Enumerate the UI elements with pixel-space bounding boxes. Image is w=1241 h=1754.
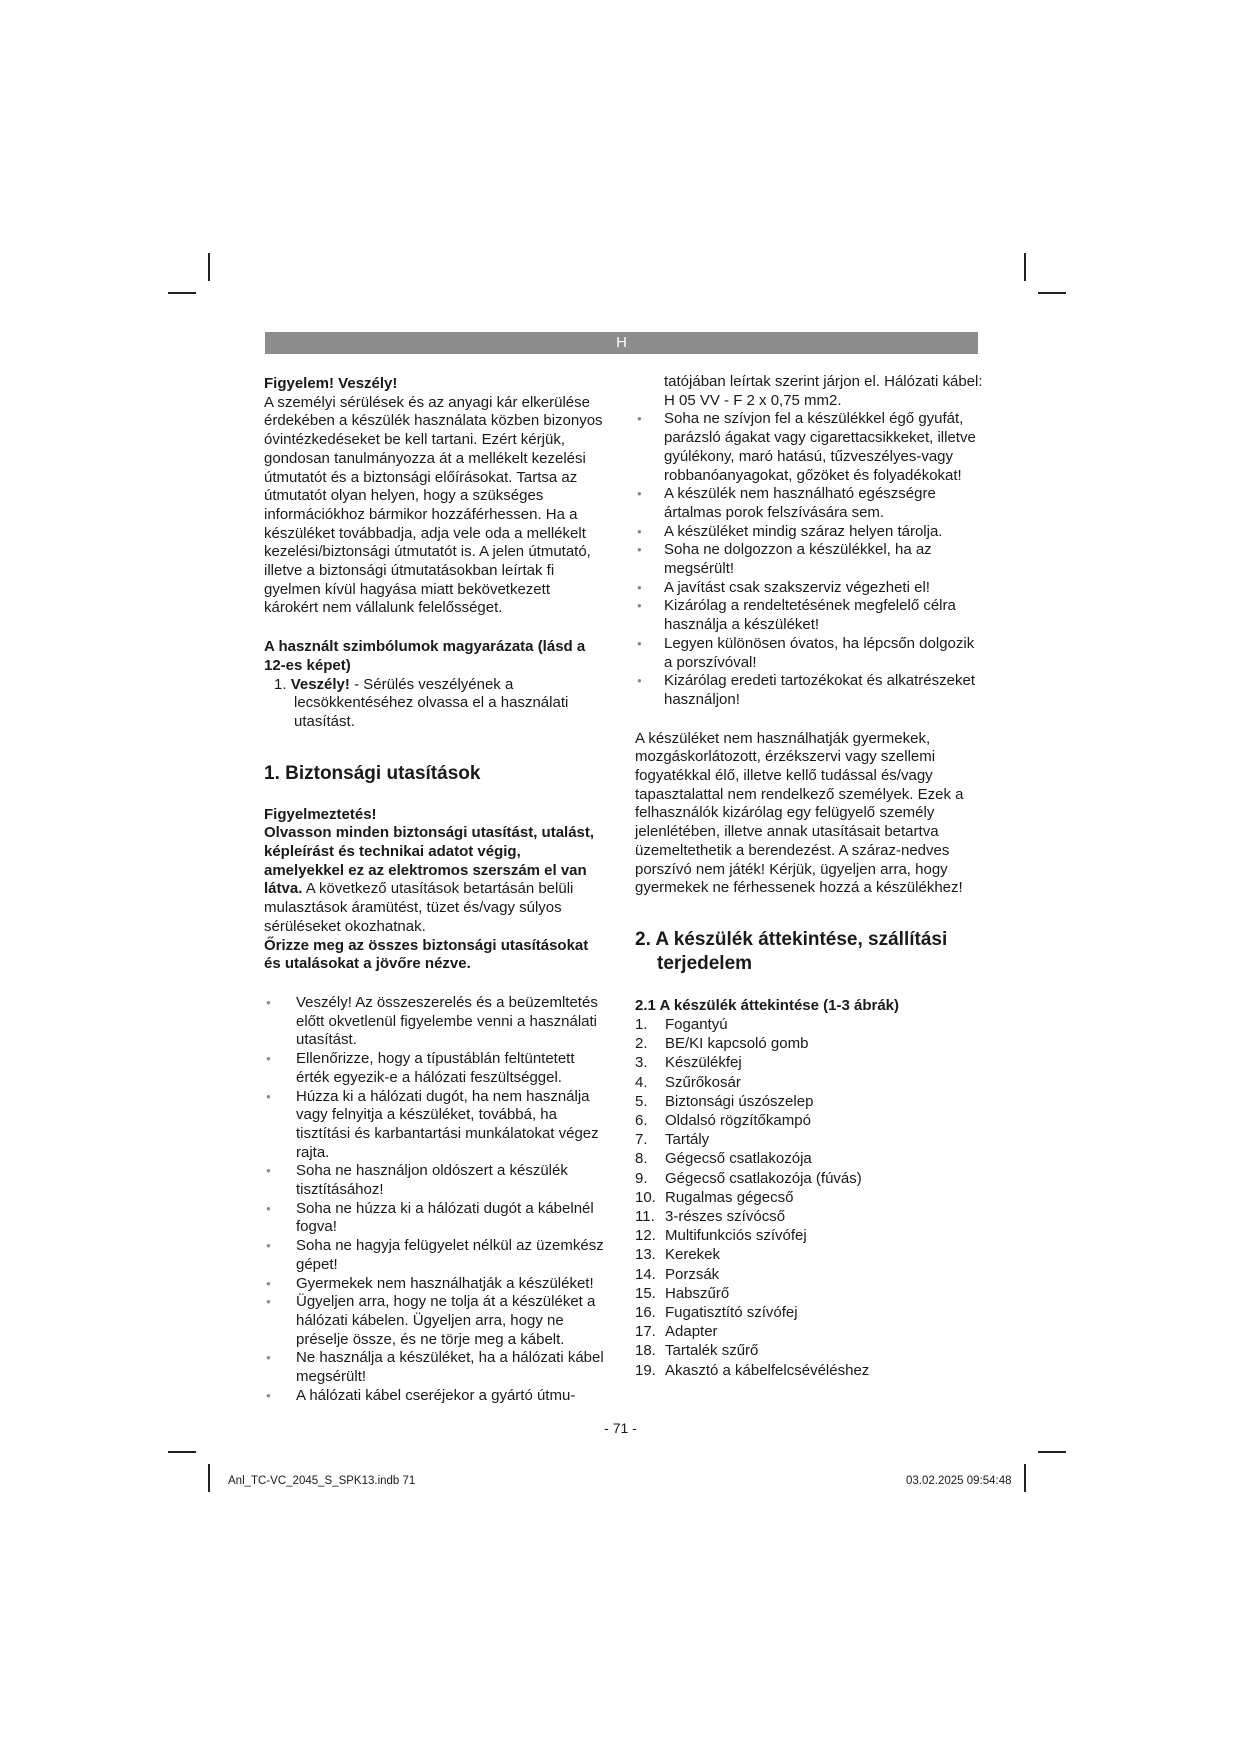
crop-mark-bottom-left-vertical <box>208 1464 210 1492</box>
section-2-title: 2. A készülék áttekintése, szállítási terjedelem <box>635 928 948 974</box>
list-item: ● Soha ne szívjon fel a készülékkel égő gyufát, parázsló ágakat vagy cigarettacsikkeket, illetve gyúlékony, maró hatású, tűzveszélyes-vagy robbanóanyagokat, gőzöket és folyadékokat! <box>635 410 985 485</box>
list-item: 17. Adapter <box>635 1323 718 1341</box>
footer-filename: Anl_TC-VC_2045_S_SPK13.indb 71 <box>228 1475 416 1487</box>
list-item: ● Veszély! Az összeszerelés és a beüzemltetés előtt okvetlenül figyelembe venni a használati utasítást. <box>264 994 604 1050</box>
left-column <box>264 375 604 1405</box>
warning-title: Figyelem! Veszély! <box>264 375 398 392</box>
right-column <box>635 373 985 1380</box>
caution-title: Figyelmeztetés! <box>264 805 377 823</box>
list-item: ● Soha ne hagyja felügyelet nélkül az üzemkész gépet! <box>264 1237 604 1274</box>
list-item: ● A készüléket mindig száraz helyen tárolja. <box>635 523 985 542</box>
list-item: 2. BE/KI kapcsoló gomb <box>635 1035 809 1053</box>
language-header-bar: H <box>265 332 978 354</box>
list-item: ● Soha ne húzza ki a hálózati dugót a kábelnél fogva! <box>264 1200 604 1237</box>
list-item: ● A javítást csak szakszerviz végezheti el! <box>635 579 985 598</box>
list-item: 6. Oldalsó rögzítőkampó <box>635 1112 811 1129</box>
crop-mark-top-left-vertical <box>208 253 210 281</box>
list-item: 16. Fugatisztító szívófej <box>635 1304 798 1322</box>
crop-mark-bottom-right-horizontal <box>1038 1451 1066 1453</box>
caution-body <box>264 824 604 936</box>
section-2-1-title: 2.1 A készülék áttekintése (1-3 ábrák) <box>635 996 900 1014</box>
list-item: ● Soha ne dolgozzon a készülékkel, ha az megsérült! <box>635 541 985 578</box>
caution-bold: Olvasson minden biztonsági utasítást, utalást, képleírást és technikai adatot végig, amelyekkel ez az elektromos szerszám el van látva. <box>264 824 595 898</box>
parts-list <box>635 1015 985 1380</box>
safety-bullet-list <box>264 994 604 1405</box>
list-item: 5. Biztonsági úszószelep <box>635 1092 814 1110</box>
list-item: ● Húzza ki a hálózati dugót, ha nem használja vagy felnyitja a készüléket, továbbá, ha tisztítási és karbantartási munkálatokat végez rajta. <box>264 1088 604 1163</box>
page-number: - 71 - <box>604 1420 637 1436</box>
list-item: ● Kizárólag eredeti tartozékokat és alkatrészeket használjon! <box>635 672 985 709</box>
list-item: ● Gyermekek nem használhatják a készüléket! <box>264 1275 604 1294</box>
symbol-item-text: - Sérülés veszélyének a lecsökkentéséhez olvassa el a használati utasítást. <box>294 675 569 730</box>
list-item: 15. Habszűrő <box>635 1284 730 1302</box>
list-item: 13. Kerekek <box>635 1246 721 1264</box>
list-item: ● Legyen különösen óvatos, ha lépcsőn dolgozik a porszívóval! <box>635 635 985 672</box>
caution-text: A következő utasítások betartásán belüli mulasztások áramütést, tüzet és/vagy súlyos sérüléseket okozhatnak. <box>264 880 574 935</box>
children-paragraph: A készüléket nem használhatják gyermekek, mozgáskorlátozott, érzékszervi vagy szellemi fogyatékkal élő, illetve kellő tudással és/vagy tapasztalattal nem rendelkező személyek. Ezek a felhasználók kizárólag egy felügyelő személy jelenlétében, illetve annak utasításait betartva üzemeltethetik a berendezést. A száraz-nedves porszívó nem játék! Kérjük, ügyeljen arra, hogy gyermekek ne férhessenek hozzá a készülékhez! <box>635 729 964 897</box>
crop-mark-bottom-right-vertical <box>1024 1464 1026 1492</box>
section-1-title: 1. Biztonsági utasítások <box>264 762 481 784</box>
crop-mark-top-right-horizontal <box>1038 292 1066 294</box>
list-item: 8. Gégecső csatlakozója <box>635 1150 812 1168</box>
list-item: 11. 3-részes szívócső <box>635 1208 786 1226</box>
crop-mark-bottom-left-horizontal <box>168 1451 196 1453</box>
symbol-item <box>264 676 604 732</box>
list-item: ● A készülék nem használható egészségre ártalmas porok felszívására sem. <box>635 485 985 522</box>
crop-mark-top-right-vertical <box>1024 253 1026 281</box>
list-item: 4. Szűrőkosár <box>635 1073 741 1091</box>
symbol-item-number: 1. <box>274 675 287 693</box>
list-item: 12. Multifunkciós szívófej <box>635 1227 807 1245</box>
list-item: 7. Tartály <box>635 1131 710 1149</box>
list-item: ● Ellenőrizze, hogy a típustáblán feltüntetett érték egyezik-e a hálózati feszültséggel. <box>264 1050 604 1087</box>
list-item: ● Ügyeljen arra, hogy ne tolja át a készüléket a hálózati kábelen. Ügyeljen arra, hogy ne préselje össze, és ne törje meg a kábelt. <box>264 1293 604 1349</box>
list-item: 18. Tartalék szűrő <box>635 1342 759 1360</box>
symbol-item-bold: Veszély! <box>290 675 350 693</box>
caution-keep: Őrizze meg az összes biztonsági utasításokat és utalásokat a jövőre nézve. <box>264 936 589 973</box>
list-item: 9. Gégecső csatlakozója (fúvás) <box>635 1169 862 1187</box>
continuation-text: tatójában leírtak szerint járjon el. Hálózati kábel: H 05 VV - F 2 x 0,75 mm2. <box>664 373 983 409</box>
list-item: 1. Fogantyú <box>635 1015 728 1033</box>
list-item: 3. Készülékfej <box>635 1054 742 1072</box>
warning-body: A személyi sérülések és az anyagi kár elkerülése érdekében a készülék használata közben bizonyos óvintézkedéseket be kell tartani. Ezért kérjük, gondosan tanulmányozza át a mellékelt kezelési útmutatót és a biztonsági előírásokat. Tartsa az útmutatót olyan helyen, hogy a szükséges információkhoz bármikor hozzáférhessen. Ha a készüléket továbbadja, adja vele oda a mellékelt kezelési/biztonsági útmutatót is. A jelen útmutató, illetve a biztonsági útmutatásokban leírtak fi gyelmen kívül hagyása miatt bekövetkezett károkért nem vállalunk felelősséget. <box>264 393 603 617</box>
list-item: ● Ne használja a készüléket, ha a hálózati kábel megsérült! <box>264 1349 604 1386</box>
list-item: 10. Rugalmas gégecső <box>635 1188 794 1206</box>
list-item: ● Kizárólag a rendeltetésének megfelelő célra használja a készüléket! <box>635 597 985 634</box>
list-item: ● Soha ne használjon oldószert a készülék tisztításához! <box>264 1162 604 1199</box>
footer-timestamp: 03.02.2025 09:54:48 <box>906 1475 1012 1487</box>
symbols-title: A használt szimbólumok magyarázata (lásd a 12-es képet) <box>264 638 586 674</box>
list-item: ● A hálózati kábel cseréjekor a gyártó útmu- <box>264 1387 604 1406</box>
safety-bullet-list-continued <box>635 410 985 709</box>
crop-mark-top-left-horizontal <box>168 292 196 294</box>
list-item: 19. Akasztó a kábelfelcsévéléshez <box>635 1361 870 1379</box>
list-item: 14. Porzsák <box>635 1265 720 1283</box>
